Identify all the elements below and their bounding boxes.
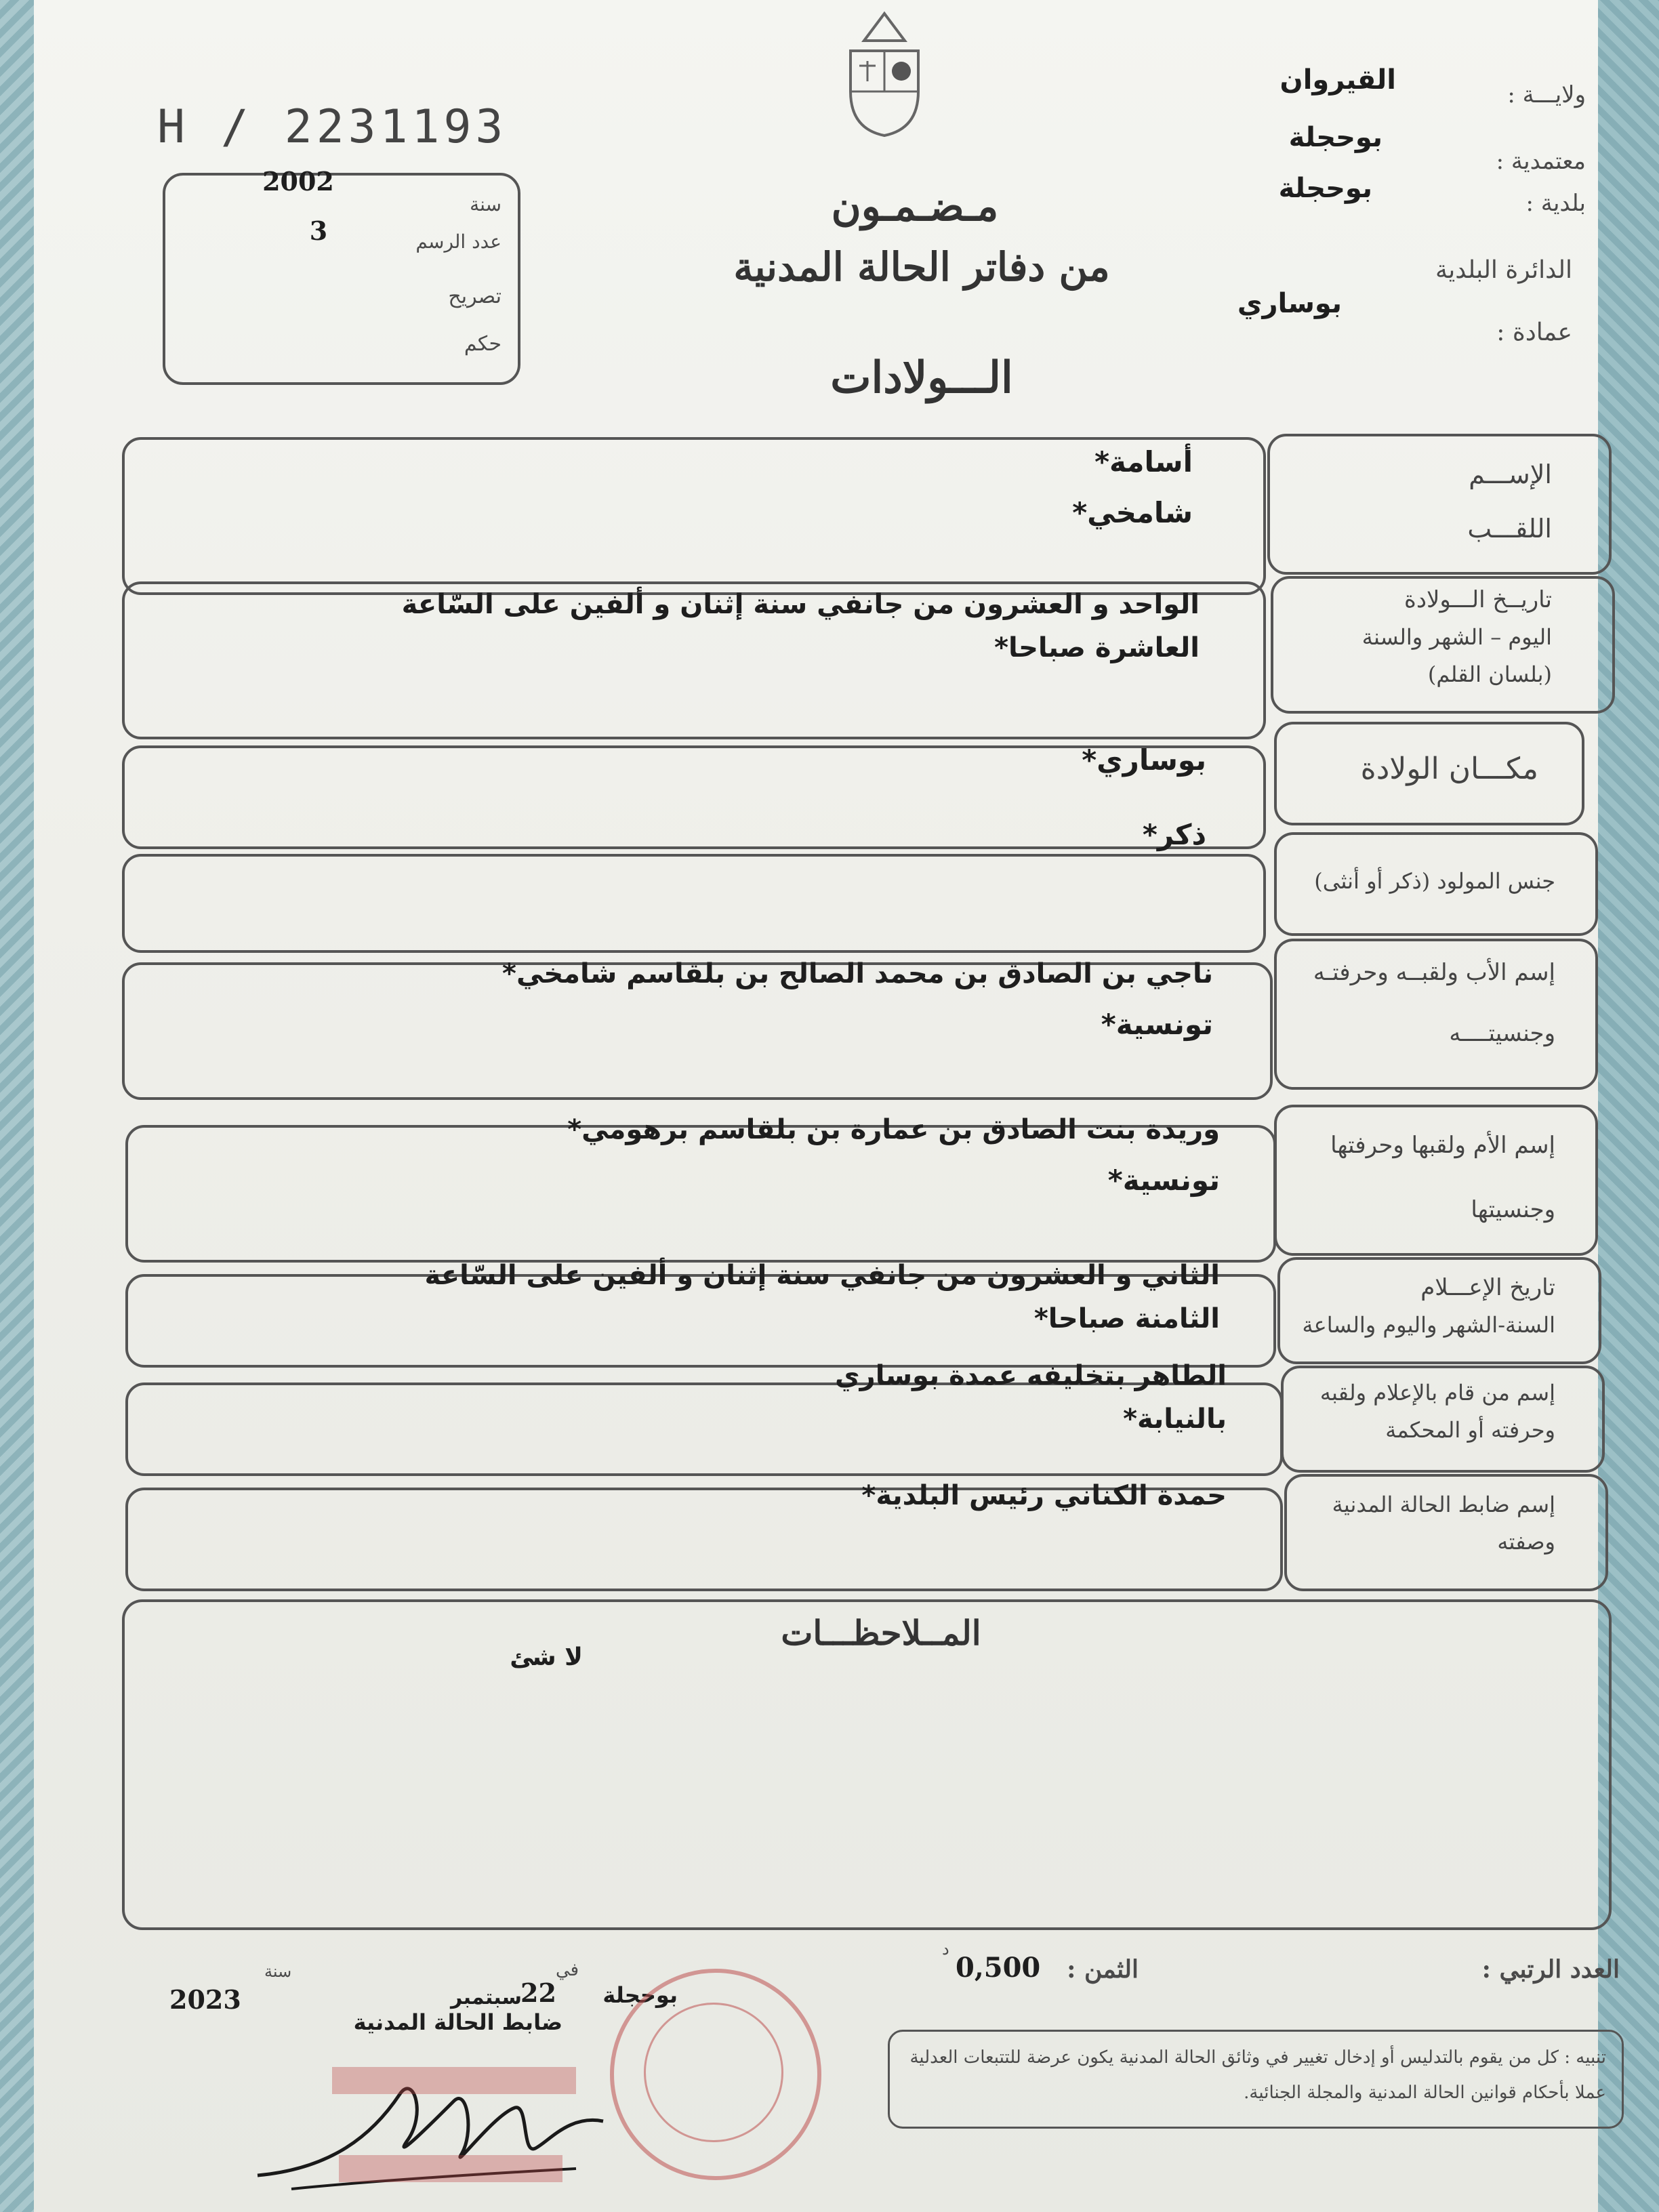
row-declaration-label1: تاريخ الإعـــلام — [1420, 1274, 1555, 1301]
father-value: ناجي بن الصادق بن محمد الصالح بن بلقاسم شامخي* — [502, 958, 1213, 989]
row-sex-label1: جنس المولود (ذكر أو أنثى) — [1314, 868, 1555, 894]
title-line2: من دفاتر الحالة المدنية — [733, 244, 1110, 290]
price-unit: د — [942, 1940, 949, 1959]
row-declarant-label2: وحرفته أو المحكمة — [1385, 1417, 1555, 1443]
row-father-label1: إسم الأب ولقبــه وحرفتـه — [1313, 959, 1555, 986]
row-declarant-label1: إسم من قام بالإعلام ولقبه — [1319, 1380, 1555, 1406]
signature-icon — [251, 2053, 630, 2209]
mother-value: وريدة بنت الصادق بن عمارة بن بلقاسم برهومي* — [567, 1114, 1220, 1145]
remarks-title: المــلاحظـــات — [781, 1613, 981, 1653]
footer-year-label: سنة — [264, 1962, 292, 1981]
officer-value: حمدة الكناني رئيس البلدية* — [861, 1480, 1227, 1511]
row-sex-value-box — [122, 854, 1266, 953]
row-mother-label2: وجنسيتها — [1471, 1196, 1555, 1223]
row-birthdate-label3: (بلسان القلم) — [1427, 661, 1552, 687]
declarant-value: الطاهر بتخليفه عمدة بوساري بالنيابة* — [835, 1360, 1227, 1435]
municipality-value: بوحجلة — [1278, 173, 1372, 204]
row-birthdate-label1: تاريــخ الـــولادة — [1404, 586, 1552, 613]
first-name-value: أسامة* — [1094, 445, 1193, 478]
sector-label: عمادة : — [1496, 319, 1572, 346]
row-officer-label1: إسم ضابط الحالة المدنية — [1332, 1492, 1555, 1517]
row-officer-label2: وصفته — [1497, 1529, 1555, 1555]
row-name-label1: الإســـم — [1469, 459, 1552, 489]
title-line3: الـــولادات — [830, 352, 1013, 403]
row-mother-label1: إسم الأم ولقبها وحرفتها — [1330, 1132, 1555, 1159]
record-year-value: 2002 — [262, 166, 334, 197]
last-name-value: شامخي* — [1072, 496, 1193, 529]
mother-nationality-value: تونسية* — [1107, 1164, 1220, 1197]
municipality-label: بلدية : — [1525, 190, 1586, 217]
record-number-label: عدد الرسم — [415, 230, 501, 253]
row-father-label2: وجنسيتــــه — [1449, 1020, 1555, 1047]
reference-number: H / 2231193 — [157, 100, 508, 154]
governorate-value: القيروان — [1279, 64, 1396, 96]
delegation-label: معتمدية : — [1496, 148, 1586, 175]
district-label: الدائرة البلدية — [1435, 256, 1572, 284]
row-declaration-label2: السنة-الشهر واليوم والساعة — [1302, 1312, 1555, 1338]
father-nationality-value: تونسية* — [1101, 1008, 1213, 1041]
declaration-label: تصريح — [448, 285, 501, 308]
row-name-label2: اللقـــب — [1467, 514, 1552, 544]
declaration-date-value: الثاني و العشرون من جانفي سنة إثنان و ألفين على السّاعة الثامنة صباحا* — [424, 1260, 1220, 1334]
row-birthplace-label1: مكـــان الولادة — [1360, 752, 1538, 786]
price-label: الثمن : — [1067, 1955, 1139, 1984]
row-birthdate-label2: اليوم – الشهر والسنة — [1361, 624, 1552, 650]
footer-place: بوحجلة — [602, 1982, 678, 2008]
record-number-value: 3 — [309, 216, 328, 246]
footer-in-label: في — [556, 1960, 579, 1980]
serial-label: العدد الرتبي : — [1481, 1955, 1620, 1984]
sector-value: بوساري — [1237, 288, 1342, 319]
officer-signature-label: ضابط الحالة المدنية — [353, 2009, 562, 2035]
judgment-label: حكم — [464, 332, 501, 356]
sex-value: ذكر* — [1142, 818, 1206, 851]
birthdate-value: الواحد و العشرون من جانفي سنة إثنان و ألفين على السّاعة العاشرة صباحا* — [401, 589, 1200, 663]
footer-year-value: 2023 — [169, 1984, 241, 2015]
footer-month: سبتمبر — [450, 1986, 522, 2009]
record-year-label: سنة — [470, 193, 501, 216]
remarks-value: لا شئ — [510, 1643, 583, 1671]
price-value: 0,500 — [956, 1952, 1041, 1984]
footer-day: 22 — [520, 1978, 556, 2008]
governorate-label: ولايـــة : — [1507, 81, 1586, 108]
delegation-value: بوحجلة — [1288, 122, 1382, 153]
notice-text: تنبيه : كل من يقوم بالتدليس أو إدخال تغيير في وثائق الحالة المدنية يكون عرضة للتتبعات العدلية عملا بأحكام قوانين الحالة المدنية والمجلة الجنائية. — [909, 2047, 1606, 2103]
municipal-stamp-inner — [644, 2003, 783, 2142]
coat-of-arms-icon — [840, 3, 928, 139]
birthplace-value: بوساري* — [1082, 743, 1206, 777]
title-line1: مـضـمـون — [831, 183, 999, 230]
